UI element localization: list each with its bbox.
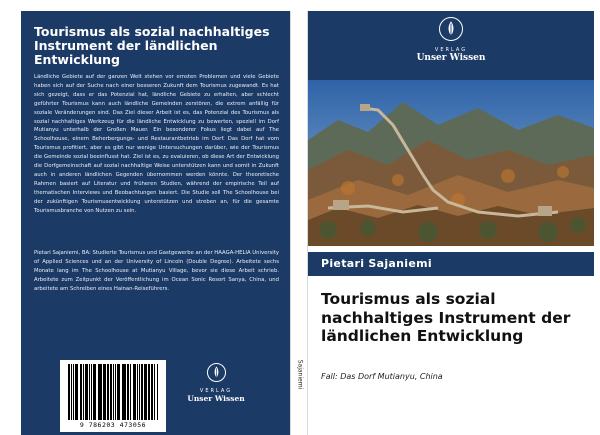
back-cover-blurb: Ländliche Gebiete auf der ganzen Welt stehen vor ernsten Problemen und viele Gebiete haben sich auf der Suche nach einer besseren Zukunft dem Tourismus zugewandt. Es hat sich gezeigt, dass er das Potenzial hat, ländliche Gebiete zu erhalten, aber schlecht geführter Tourismus kann auch ländliche Gemeinden zerstören, die extrem anfällig für soziale Veränderungen sind. Das Ziel dieser Arbeit ist es, das Potenzial des Tourismus als sozial nachhaltiges Werkzeug für die ländliche Entwicklung zu bewerten, speziell im Dorf Mutianyu unterhalb der Großen Mauer. Ein besonderer Fokus liegt dabei auf The Schoolhouse, einem Beherbergungs- und Restaurantbetrieb im Dorf. Das Dorf hat vom Tourismus profitiert, aber es gibt nur wenige Untersuchungen darüber, wie der Tourismus die Gemeinde sozial beeinflusst hat. Ziel ist es, zu evaluieren, ob diese Art der Entwicklung die Dorfgemeinschaft auf sozial nachhaltige Weise unterstützen kann und somit in Zukunft auch in anderen ländlichen Gegenden übernommen werden könnte. Der theoretische Rahmen basiert auf Literatur und früheren Studien, während der empirische Teil auf thematischen Interviews und Beobachtungen basiert. Die Studie soll The Schoolhouse bei der zukünftigen Tourismusentwicklung unterstützen und streben an, für die gesamte Tourismusbranche von Nutzen zu sein.: [34, 74, 279, 214]
author-band: [308, 252, 594, 276]
front-publisher-verlag: VERLAG: [434, 47, 468, 53]
author-bio: Pietari Sajaniemi, BA: Studierte Tourismus und Gastgewerbe an der HAAGA-HELIA University of Applied Sciences und an der University of Lincoln (Double Degree). Arbeitete sechs Monate lang im The Schoolhouse at Mutianyu Village, bevor sie diese Arbeit schrieb. Arbeitete zum Zeitpunkt der Veröffentlichung im Ocean Sonic Resort Sanya, China, und arbeitete am Schreiben eines Hainan-Reiseführers.: [34, 250, 279, 292]
isbn-number: 9 786203 473056: [79, 421, 147, 429]
back-cover: [21, 11, 290, 435]
quill-in-circle-icon: [207, 363, 226, 382]
great-wall-photo: [308, 80, 594, 246]
front-author: Pietari Sajaniemi: [321, 257, 432, 270]
front-title: Tourismus als sozial nachhaltiges Instrument der ländlichen Entwicklung: [321, 290, 571, 345]
front-subtitle: Fall: Das Dorf Mutianyu, China: [321, 372, 443, 381]
front-publisher-name: Unser Wissen: [416, 53, 486, 63]
spine-author: Sajaniemi: [296, 359, 304, 390]
back-cover-title: Tourismus als sozial nachhaltiges Instrument der ländlichen Entwicklung: [34, 24, 270, 67]
back-publisher-verlag: VERLAG: [199, 388, 233, 394]
quill-in-circle-icon: [439, 17, 463, 41]
book-spine: [290, 11, 308, 435]
front-header-band: [308, 11, 594, 80]
back-publisher-name: Unser Wissen: [187, 394, 245, 403]
back-publisher-logo: [171, 363, 261, 403]
barcode-bars: [68, 364, 158, 420]
front-publisher-logo: [406, 17, 496, 63]
isbn-barcode: [60, 360, 166, 432]
front-cover: [308, 11, 594, 435]
